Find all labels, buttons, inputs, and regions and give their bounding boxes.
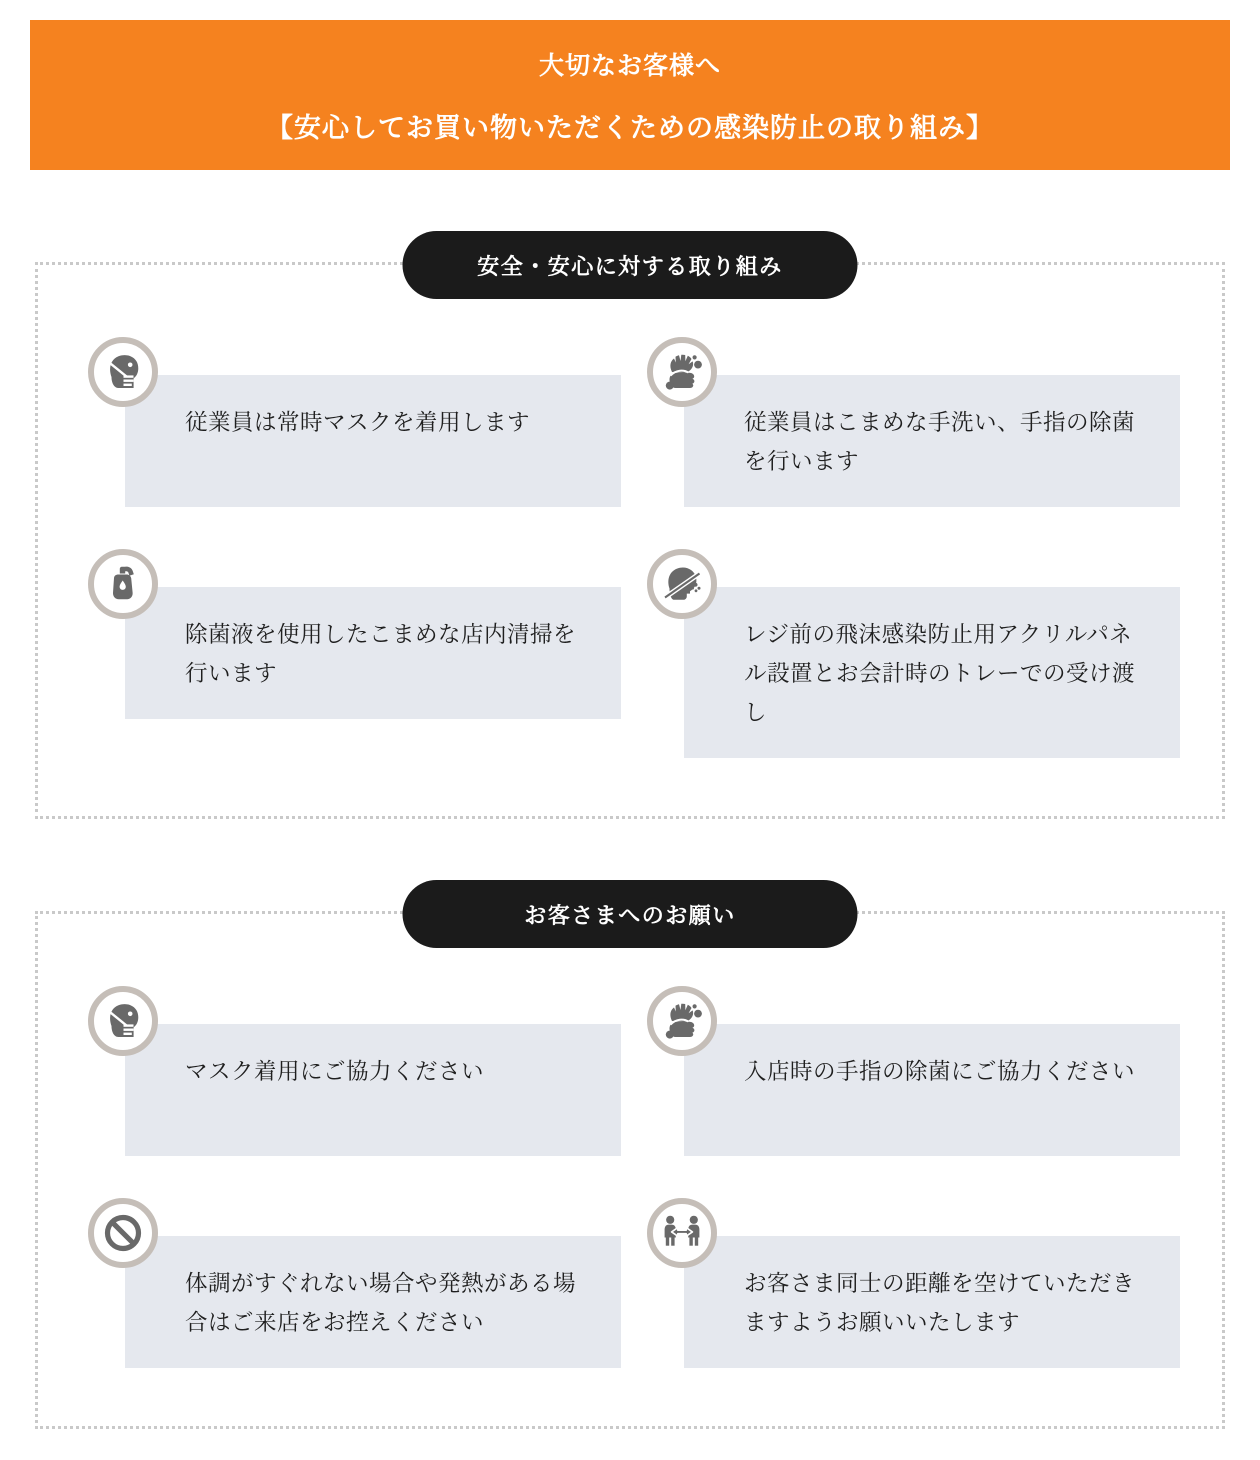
measure-text: 従業員は常時マスクを着用します	[185, 410, 531, 435]
mask-face-icon	[88, 986, 158, 1056]
measure-item	[88, 549, 621, 758]
hand-washing-icon	[647, 986, 717, 1056]
section-title-pill	[403, 231, 858, 299]
measure-item	[88, 337, 621, 507]
request-text: 入店時の手指の除菌にご協力ください	[744, 1059, 1136, 1084]
section-safety-measures	[35, 253, 1225, 819]
section-customer-requests	[35, 902, 1225, 1429]
request-text-box	[125, 1236, 621, 1368]
measure-text-box	[125, 375, 621, 507]
request-item	[88, 1198, 621, 1368]
notice-page	[0, 20, 1260, 1460]
measure-text-box	[684, 375, 1180, 507]
social-distance-icon	[647, 1198, 717, 1268]
measure-text: レジ前の飛沫感染防止用アクリルパネル設置とお会計時のトレーでの受け渡し	[744, 622, 1136, 725]
request-text: お客さま同士の距離を空けていただきますようお願いいたします	[744, 1271, 1136, 1335]
banner-title: 大切なお客様へ	[538, 51, 721, 80]
request-text-box	[684, 1024, 1180, 1156]
measures-grid	[88, 337, 1180, 758]
droplet-prevention-icon	[647, 549, 717, 619]
section-title: お客さまへのお願い	[524, 902, 736, 928]
request-text: 体調がすぐれない場合や発熱がある場合はご来店をお控えください	[185, 1271, 577, 1335]
request-item	[647, 986, 1180, 1156]
measure-text-box	[684, 587, 1180, 758]
request-text-box	[125, 1024, 621, 1156]
measure-item	[647, 549, 1180, 758]
section-title: 安全・安心に対する取り組み	[477, 253, 783, 279]
measure-text-box	[125, 587, 621, 719]
request-item	[647, 1198, 1180, 1368]
section-title-pill	[403, 880, 858, 948]
requests-grid	[88, 986, 1180, 1368]
mask-face-icon	[88, 337, 158, 407]
request-text: マスク着用にご協力ください	[185, 1059, 485, 1084]
hand-washing-icon	[647, 337, 717, 407]
measure-text: 除菌液を使用したこまめな店内清掃を行います	[185, 622, 577, 686]
measure-item	[647, 337, 1180, 507]
request-text-box	[684, 1236, 1180, 1368]
notice-banner	[30, 20, 1230, 170]
sanitizer-bottle-icon	[88, 549, 158, 619]
measure-text: 従業員はこまめな手洗い、手指の除菌を行います	[744, 410, 1136, 474]
request-item	[88, 986, 621, 1156]
no-entry-icon	[88, 1198, 158, 1268]
banner-subtitle: 【安心してお買い物いただくための感染防止の取り組み】	[266, 112, 994, 143]
